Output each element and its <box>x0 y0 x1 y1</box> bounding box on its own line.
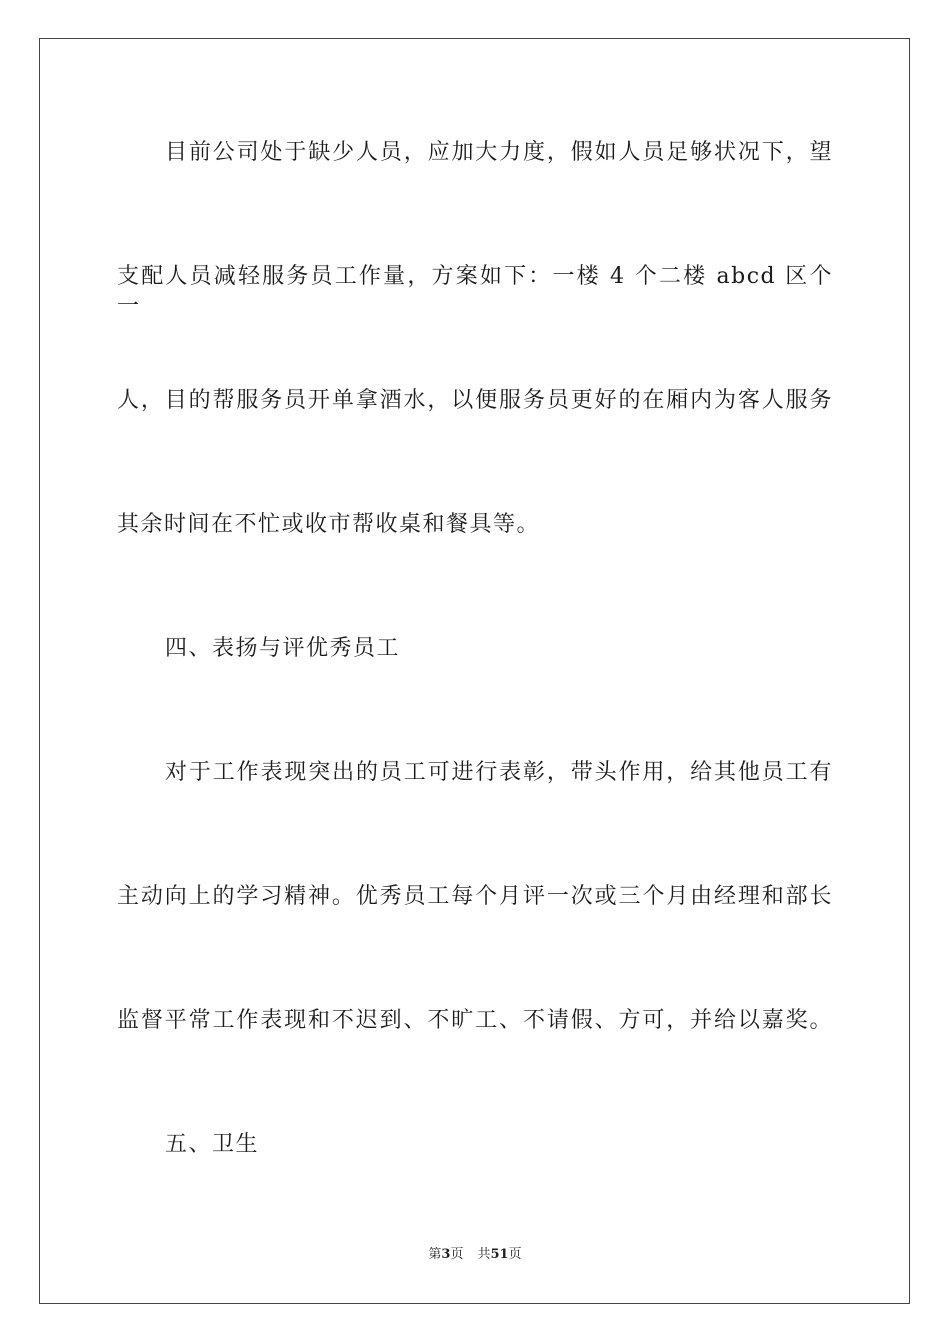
page-border <box>39 38 910 1304</box>
section-heading-hygiene: 五、卫生 <box>165 1132 260 1157</box>
paragraph-line-3: 人，目的帮服务员开单拿酒水，以便服务员更好的在厢内为客人服务 <box>117 388 833 413</box>
paragraph-line-7: 主动向上的学习精神。优秀员工每个月评一次或三个月由经理和部长 <box>117 884 833 909</box>
total-prefix: 共 <box>477 1247 491 1262</box>
paragraph-line-1: 目前公司处于缺少人员，应加大力度，假如人员足够状况下，望 <box>165 140 833 165</box>
paragraph-line-4: 其余时间在不忙或收市帮收桌和餐具等。 <box>117 512 541 537</box>
paragraph-line-8: 监督平常工作表现和不迟到、不旷工、不请假、方可，并给以嘉奖。 <box>117 1008 833 1033</box>
section-heading-commendation: 四、表扬与评优秀员工 <box>165 636 401 661</box>
total-suffix: 页 <box>508 1247 522 1262</box>
paragraph-line-2: 支配人员减轻服务员工作量，方案如下：一楼 4 个二楼 abcd 区个一 <box>117 264 833 319</box>
page-footer <box>0 1246 950 1264</box>
paragraph-line-6: 对于工作表现突出的员工可进行表彰，带头作用，给其他员工有 <box>165 760 833 785</box>
total-pages: 51 <box>490 1247 509 1262</box>
page-suffix: 页 <box>450 1247 464 1262</box>
page-number: 3 <box>441 1247 451 1262</box>
page-prefix: 第 <box>428 1247 442 1262</box>
